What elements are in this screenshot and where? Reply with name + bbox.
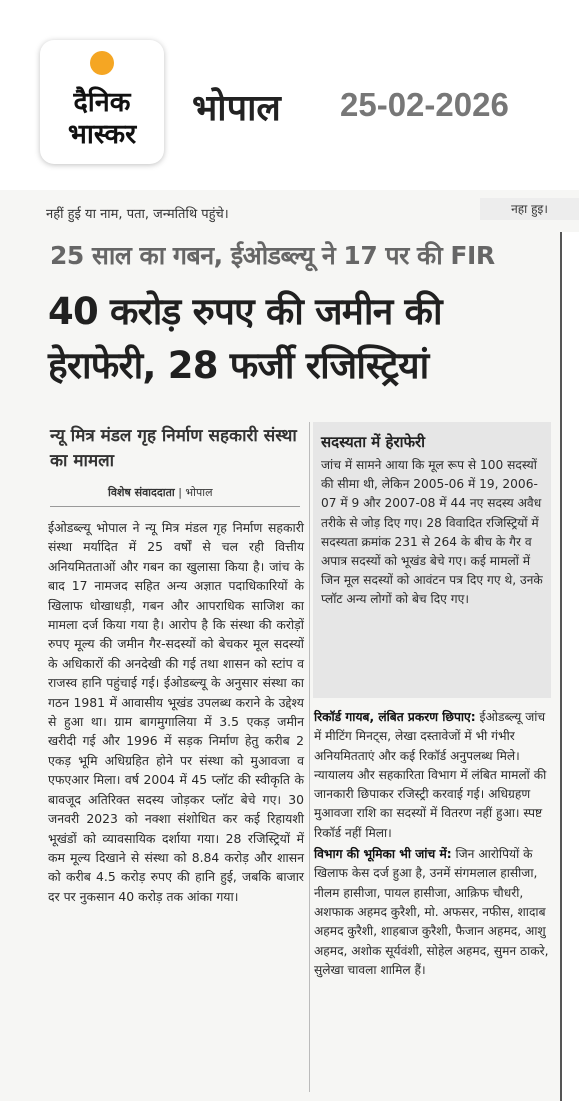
column-divider [309, 422, 310, 1092]
byline-divider [50, 506, 300, 507]
headline-line-2: हेराफेरी, 28 फर्जी रजिस्ट्रियां [48, 344, 429, 387]
right-column [314, 708, 550, 982]
dainik-bhaskar-logo[interactable] [40, 40, 164, 164]
byline-city: | भोपाल [178, 486, 213, 499]
edition-city: भोपाल [192, 88, 281, 129]
edition-date: 25-02-2026 [340, 86, 509, 123]
logo-text-line2: भास्कर [67, 119, 137, 150]
department-paragraph [314, 845, 550, 980]
sidebar-box-text: जांच में सामने आया कि मूल रूप से 100 सदस्यों की सीमा थी, लेकिन 2005-06 में 19, 2006-07 में 9 और 2007-08 में 44 नए सदस्य अवैध तरीके से जोड़ दिए गए। 28 विवादित रजिस्ट्रियों में सदस्यता क्रमांक 231 से 264 के बीच के गैर व अपात्र सदस्यों को भूखंड बेचे गए। कई मामलों में जिन मूल सदस्यों को आवंटन पत्र दिए गए थे, उनके प्लॉट अन्य लोगों को बेच दिए गए। [321, 458, 543, 607]
records-text: ईओडब्ल्यू जांच में मीटिंग मिनट्स, लेखा दस्तावेजों में भी गंभीर अनियमितताएं और कई रिकॉर्ड अनुपलब्ध मिले। न्यायालय और सहकारिता विभाग में लंबित मामलों की जानकारी छिपाकर रजिस्ट्री करवाई गई। अधिग्रहण मुआवजा राशि का सदस्यों में वितरण नहीं हुआ। स्पष्ट रिकॉर्ड नहीं मिला। [314, 710, 547, 840]
app-header [0, 0, 579, 190]
article-byline [108, 485, 213, 500]
department-text: जिन आरोपियों के खिलाफ केस दर्ज हुआ है, उनमें संगमलाल हासीजा, नीलम हासीजा, पायल हासीजा, आक़िफ चौधरी, अशफाक अहमद कुरैशी, मो. अफसर, नफीस, शादाब अहमद कुरैशी, शाहबाज कुरैशी, फैजान अहमद, आशु अहमद, अशोक सूर्यवंशी, सोहेल अहमद, सुमन ठाकरे, सुलेखा चावला शामिल हैं। [314, 847, 549, 977]
byline-name: विशेष संवाददाता [108, 486, 175, 499]
article-body: ईओडब्ल्यू भोपाल ने न्यू मित्र मंडल गृह निर्माण सहकारी संस्था मर्यादित में 25 वर्षों से चल रही वित्तीय अनियमितताओं और गबन का खुलासा किया है। जांच के बाद 17 नामजद सहित अन्य अज्ञात पदाधिकारियों के खिलाफ धोखाधड़ी, गबन और आपराधिक साजिश का मामला दर्ज किया गया है। आरोप है कि संस्था की करोड़ों रुपए मूल्य की जमीन गैर-सदस्यों को बेचकर मूल सदस्यों के अधिकारों की अनदेखी की गई तथा शासन को स्टांप व राजस्व हानि पहुंचाई गई। ईओडब्ल्यू के अनुसार संस्था का गठन 1981 में आवासीय भूखंड उपलब्ध कराने के उद्देश्य से हुआ था। ग्राम बागमुगालिया में 3.5 एकड़ जमीन खरीदी गई और 1996 में सड़क निर्माण हेतु करीब 2 एकड़ भूमि अधिग्रहित होने पर संस्था को मुआवजा व एफएआर मिला। वर्ष 2004 में 45 प्लॉट की स्वीकृति के बावजूद अतिरिक्त सदस्य जोड़कर प्लॉट बेचे गए। 30 जनवरी 2023 को नक्शा संशोधित कर कई रिहायशी भूखंडों को व्यावसायिक दर्शाया गया। 28 रजिस्ट्रियों में कम मूल्य दिखाने से संस्था को 8.84 करोड़ और शासन को करीब 4.5 करोड़ रुपए की हानि हुई, जबकि बाजार दर पर नुकसान 40 करोड़ तक आंका गया। [48, 520, 304, 904]
sidebar-box [313, 422, 551, 698]
headline-line-1: 40 करोड़ रुपए की जमीन की [48, 290, 442, 333]
article-kicker: 25 साल का गबन, ईओडब्ल्यू ने 17 पर की FIR [50, 241, 495, 270]
department-lead: विभाग की भूमिका भी जांच में: [314, 847, 452, 862]
article-subhead: न्यू मित्र मंडल गृह निर्माण सहकारी संस्था का मामला [50, 426, 297, 471]
adjacent-column-edge [560, 232, 579, 1101]
sun-icon [87, 48, 117, 78]
records-lead: रिकॉर्ड गायब, लंबित प्रकरण छिपाए: [314, 710, 476, 724]
logo-text-line1: दैनिक [73, 87, 131, 118]
sidebar-box-title: सदस्यता में हेराफेरी [321, 433, 426, 451]
adjacent-article-fragment: नहा हुइ। [480, 198, 579, 220]
article-headline [48, 285, 442, 393]
previous-article-fragment: नहीं हुई या नाम, पता, जन्मतिथि पहुंचे। [46, 207, 229, 222]
records-paragraph [314, 708, 550, 843]
